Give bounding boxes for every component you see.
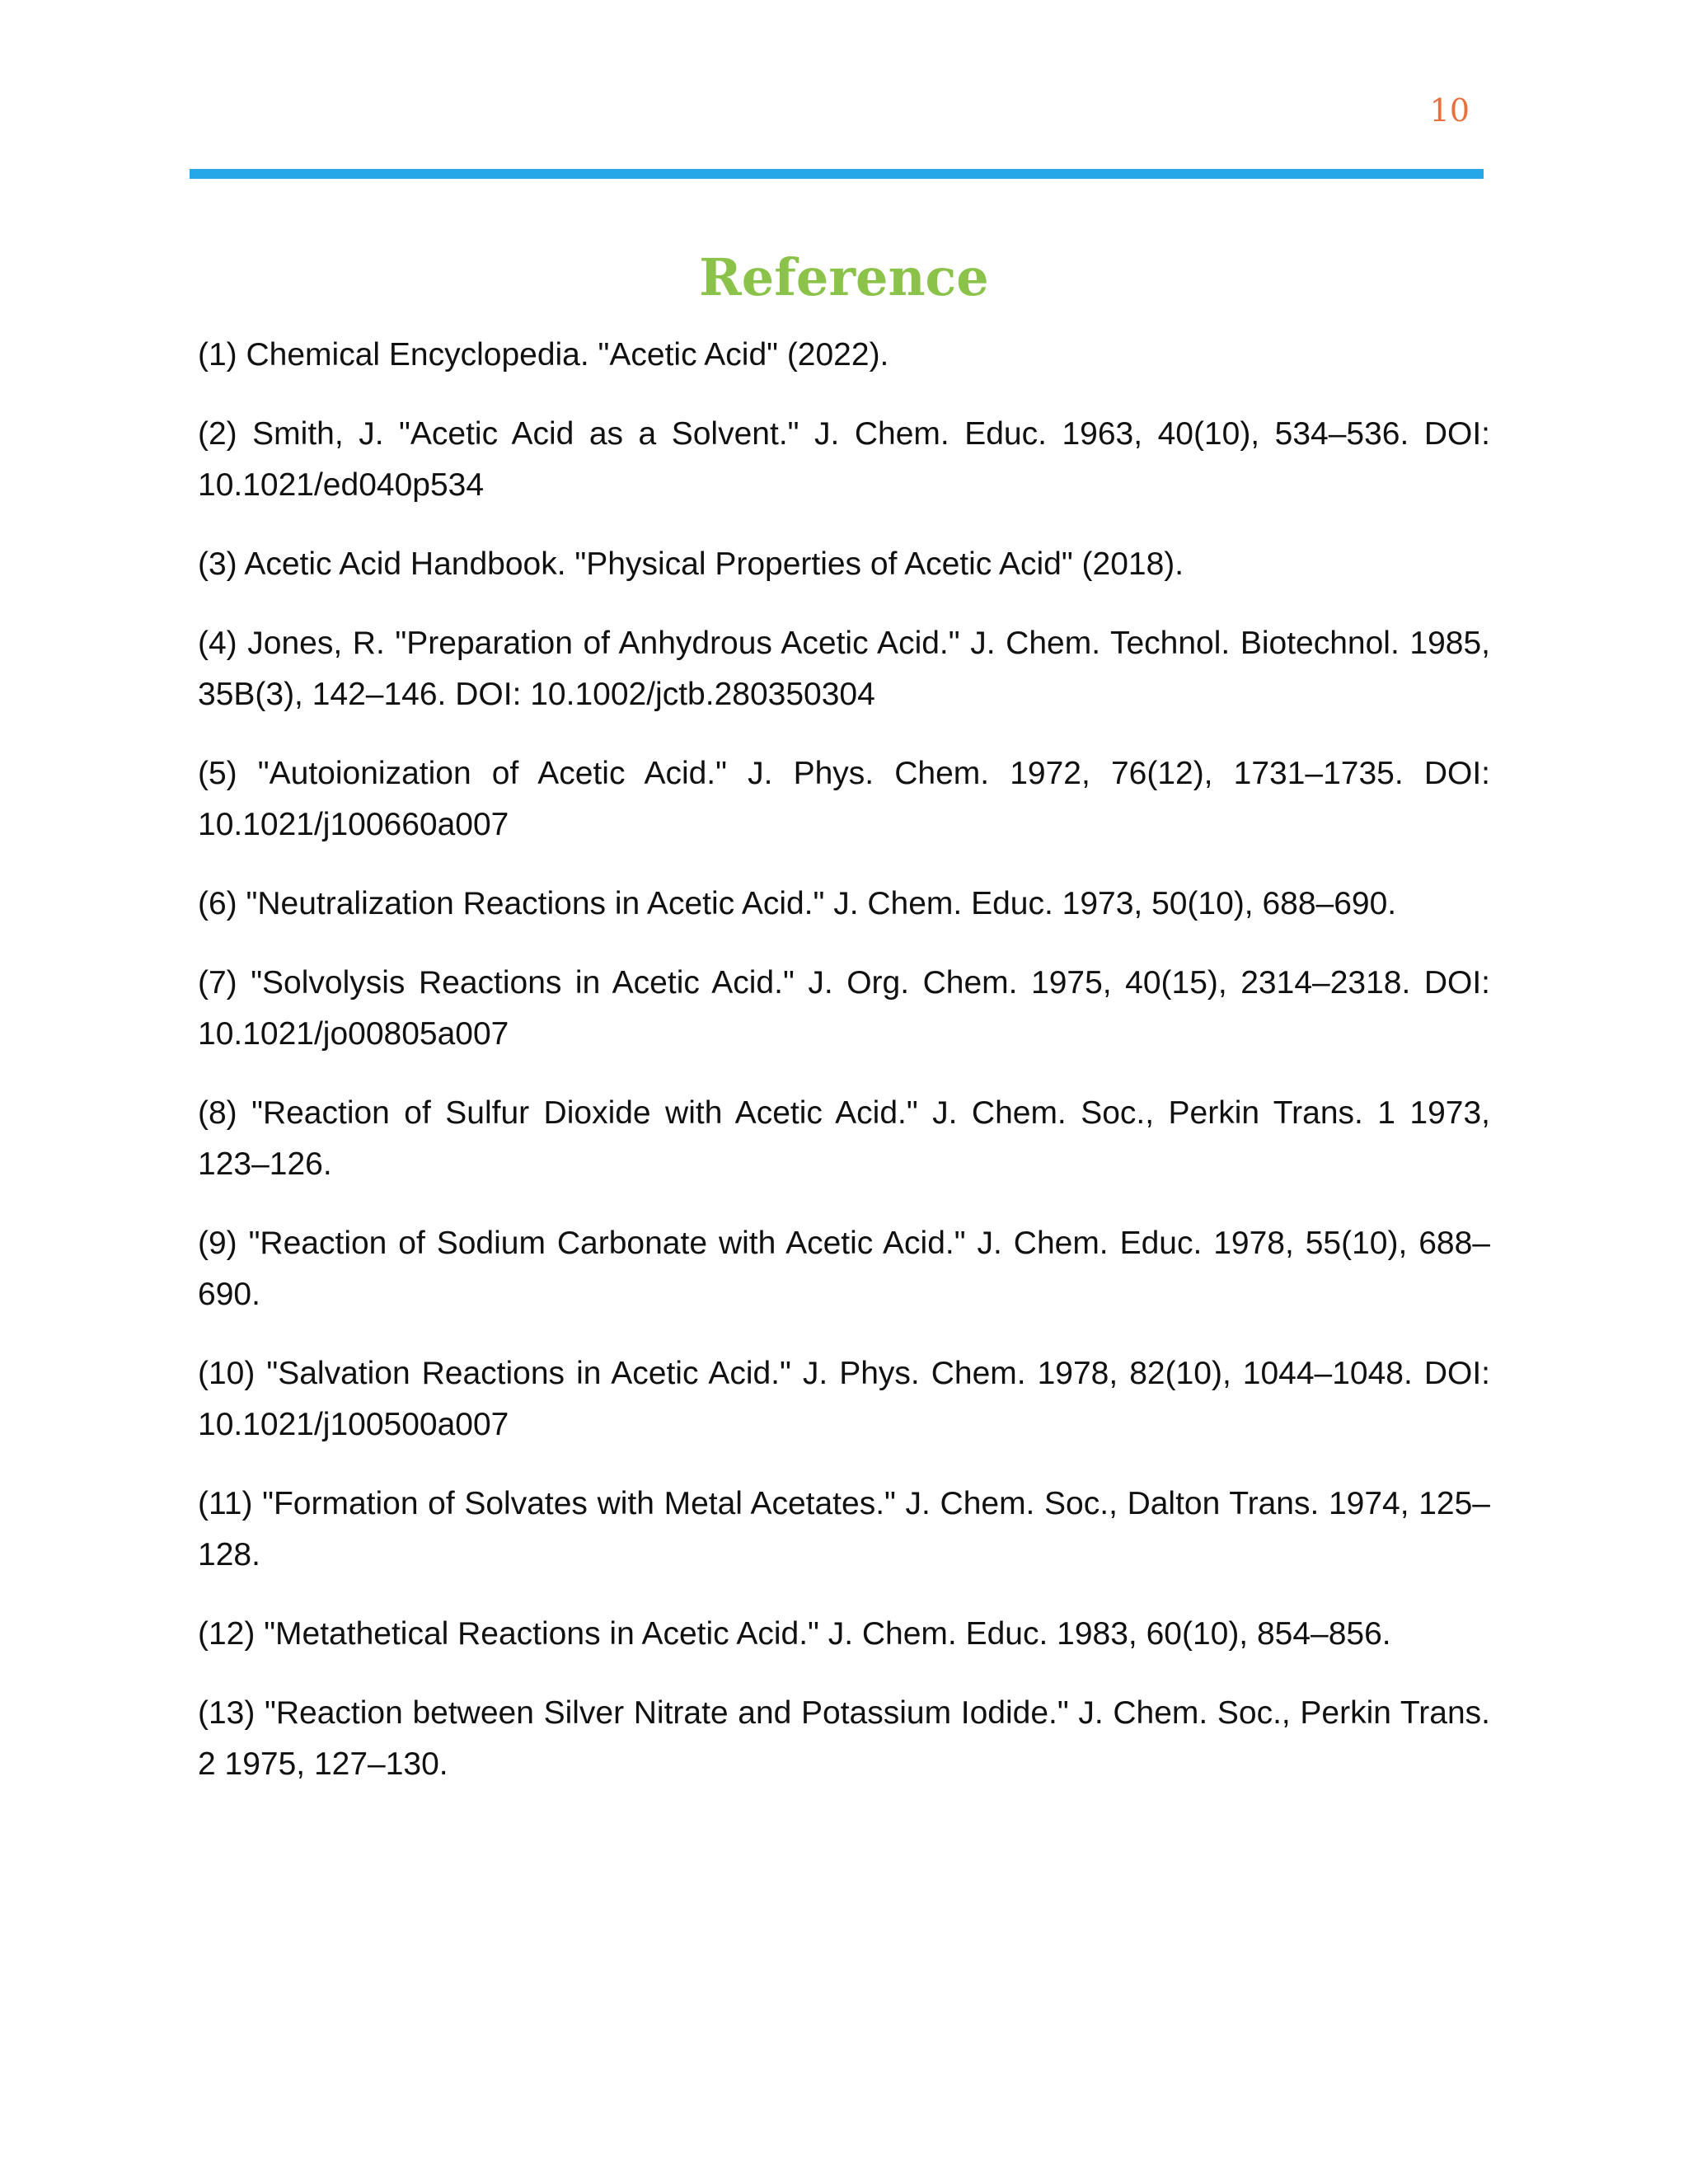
reference-item: (12) "Metathetical Reactions in Acetic Acid." J. Chem. Educ. 1983, 60(10), 854–856. <box>198 1616 1391 1652</box>
reference-item: (6) "Neutralization Reactions in Acetic Acid." J. Chem. Educ. 1973, 50(10), 688–690. <box>198 886 1397 921</box>
reference-list <box>198 330 1490 1818</box>
reference-item: (8) "Reaction of Sulfur Dioxide with Acetic Acid." J. Chem. Soc., Perkin Trans. 1 1973, 123–126. <box>198 1095 1490 1182</box>
reference-item: (4) Jones, R. "Preparation of Anhydrous Acetic Acid." J. Chem. Technol. Biotechnol. 1985, 35B(3), 142–146. DOI: 10.1002/jctb.280350304 <box>198 626 1490 712</box>
reference-item: (2) Smith, J. "Acetic Acid as a Solvent." J. Chem. Educ. 1963, 40(10), 534–536. DOI: 10.1021/ed040p534 <box>198 416 1490 503</box>
reference-item: (5) "Autoionization of Acetic Acid." J. Phys. Chem. 1972, 76(12), 1731–1735. DOI: 10.1021/j100660a007 <box>198 756 1490 842</box>
page-number: 10 <box>1429 92 1470 129</box>
reference-item: (11) "Formation of Solvates with Metal Acetates." J. Chem. Soc., Dalton Trans. 1974, 125–128. <box>198 1486 1490 1572</box>
reference-item: (9) "Reaction of Sodium Carbonate with Acetic Acid." J. Chem. Educ. 1978, 55(10), 688–690. <box>198 1226 1490 1312</box>
reference-item: (3) Acetic Acid Handbook. "Physical Properties of Acetic Acid" (2018). <box>198 546 1184 582</box>
reference-item: (1) Chemical Encyclopedia. "Acetic Acid" (2022). <box>198 337 889 373</box>
reference-item: (13) "Reaction between Silver Nitrate and Potassium Iodide." J. Chem. Soc., Perkin Trans. 2 1975, 127–130. <box>198 1695 1490 1782</box>
header-divider <box>190 169 1484 179</box>
page-title: Reference <box>699 247 989 307</box>
reference-item: (10) "Salvation Reactions in Acetic Acid." J. Phys. Chem. 1978, 82(10), 1044–1048. DOI: 10.1021/j100500a007 <box>198 1356 1490 1442</box>
reference-item: (7) "Solvolysis Reactions in Acetic Acid." J. Org. Chem. 1975, 40(15), 2314–2318. DOI: 10.1021/jo00805a007 <box>198 965 1490 1052</box>
